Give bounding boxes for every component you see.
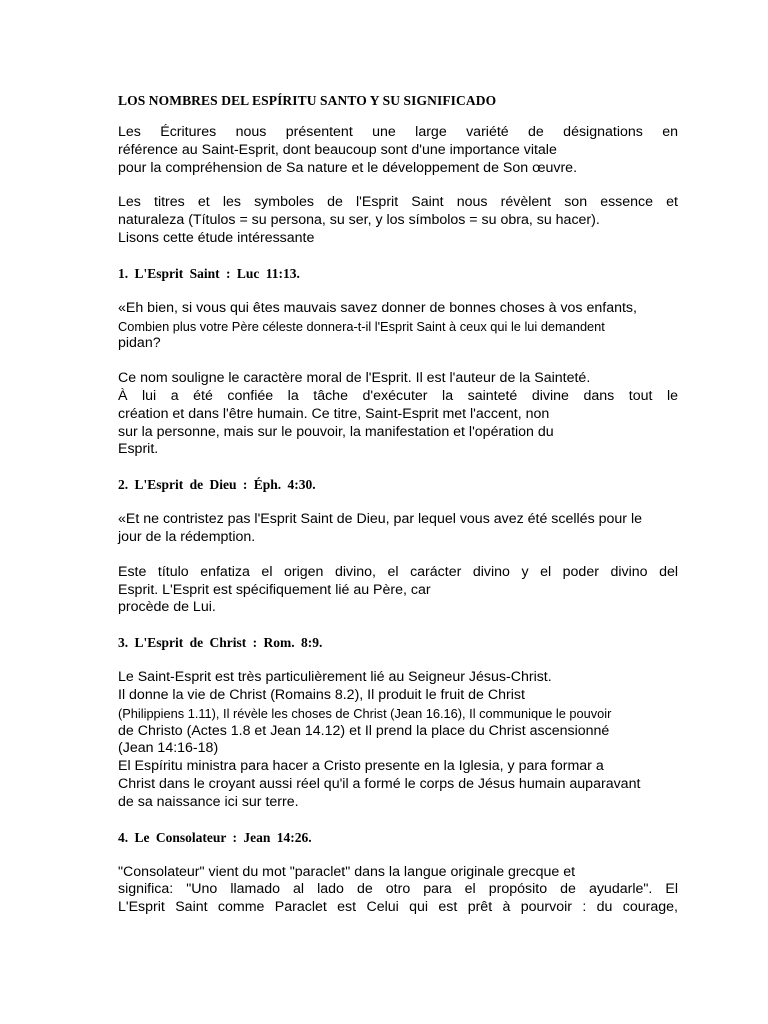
text-line: «Eh bien, si vous qui êtes mauvais savez donner de bonnes choses à vos enfants, xyxy=(118,299,637,316)
text-line: significa: "Uno llamado al lado de otro para el propósito de ayudarle". El xyxy=(118,881,678,898)
text-line: de sa naissance ici sur terre. xyxy=(118,793,299,810)
section-heading-3: 3. L'Esprit de Christ : Rom. 8:9. xyxy=(118,635,323,651)
text-line: Lisons cette étude intéressante xyxy=(118,229,315,246)
text-line: El Espíritu ministra para hacer a Cristo presente en la Iglesia, y para formar a xyxy=(118,758,604,775)
text-line: référence au Saint-Esprit, dont beaucoup sont d'une importance vitale xyxy=(118,141,557,158)
section4-body xyxy=(118,864,678,917)
section-heading-4: 4. Le Consolateur : Jean 14:26. xyxy=(118,829,312,845)
section-heading-1: 1. L'Esprit Saint : Luc 11:13. xyxy=(118,265,300,281)
text-line: pidan? xyxy=(118,335,161,352)
document-page xyxy=(118,92,678,917)
text-line: naturaleza (Títulos = su persona, su ser, y los símbolos = su obra, su hacer). xyxy=(118,212,600,229)
section2-body xyxy=(118,564,678,617)
text-line: (Jean 14:16-18) xyxy=(118,740,219,757)
text-line: Le Saint-Esprit est très particulièrement lié au Seigneur Jésus-Christ. xyxy=(118,669,552,686)
text-line: pour la compréhension de Sa nature et le développement de Son œuvre. xyxy=(118,159,578,176)
section1-quote xyxy=(118,300,678,353)
text-line: de Christo (Actes 1.8 et Jean 14.12) et Il prend la place du Christ ascensionné xyxy=(118,722,610,739)
text-line: "Consolateur" vient du mot "paraclet" dans la langue originale grecque et xyxy=(118,863,576,880)
section1-body xyxy=(118,370,678,459)
section-heading-2: 2. L'Esprit de Dieu : Éph. 4:30. xyxy=(118,477,316,493)
text-line: (Philippiens 1.11), Il révèle les choses de Christ (Jean 16.16), Il communique le pouvoir xyxy=(118,705,612,721)
text-line: Il donne la vie de Christ (Romains 8.2), Il produit le fruit de Christ xyxy=(118,686,525,703)
section2-quote xyxy=(118,511,678,547)
text-line: jour de la rédemption. xyxy=(118,528,256,545)
text-line: L'Esprit Saint comme Paraclet est Celui qui est prêt à pourvoir : du courage, xyxy=(118,899,678,916)
intro-paragraph-2 xyxy=(118,194,678,247)
text-line: Christ dans le croyant aussi réel qu'il a formé le corps de Jésus humain auparavant xyxy=(118,775,641,792)
document-title: LOS NOMBRES DEL ESPÍRITU SANTO Y SU SIGNIFICADO xyxy=(118,93,497,108)
intro-paragraph-1 xyxy=(118,124,678,177)
text-line: À lui a été confiée la tâche d'exécuter la sainteté divine dans tout le xyxy=(118,387,678,404)
text-line: Combien plus votre Père céleste donnera-t-il l'Esprit Saint à ceux qui le lui demandent xyxy=(118,318,605,334)
text-line: Les Écritures nous présentent une large variété de désignations en xyxy=(118,124,678,140)
section3-body xyxy=(118,669,678,811)
text-line: Les titres et les symboles de l'Esprit Saint nous révèlent son essence et xyxy=(118,194,678,211)
text-line: Ce nom souligne le caractère moral de l'Esprit. Il est l'auteur de la Sainteté. xyxy=(118,370,591,387)
text-line: Esprit. L'Esprit est spécifiquement lié au Père, car xyxy=(118,581,431,598)
text-line: «Et ne contristez pas l'Esprit Saint de Dieu, par lequel vous avez été scellés pour le xyxy=(118,511,642,528)
text-line: sur la personne, mais sur le pouvoir, la manifestation et l'opération du xyxy=(118,423,554,440)
text-line: Este título enfatiza el origen divino, el carácter divino y el poder divino del xyxy=(118,563,678,580)
text-line: procède de Lui. xyxy=(118,599,216,616)
text-line: Esprit. xyxy=(118,441,159,458)
text-line: création et dans l'être humain. Ce titre, Saint-Esprit met l'accent, non xyxy=(118,405,550,422)
